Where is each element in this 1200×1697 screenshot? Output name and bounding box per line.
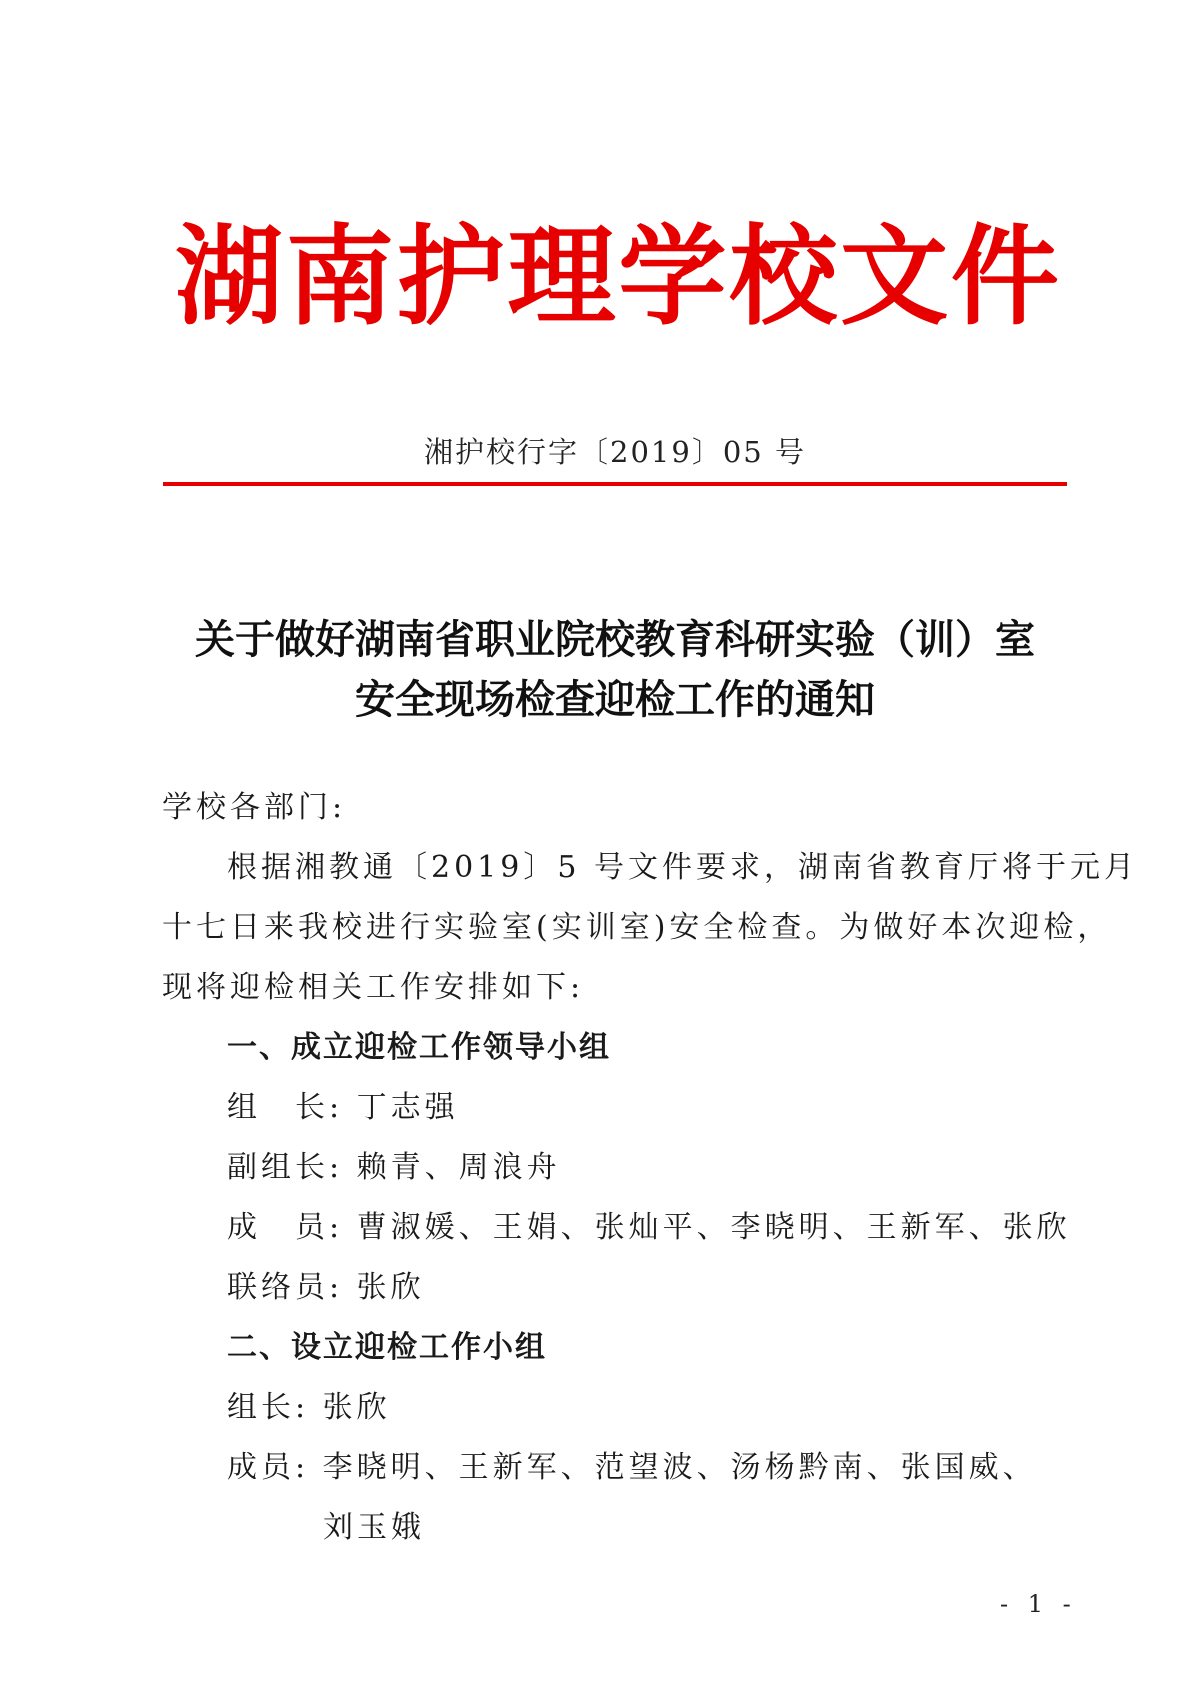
header-char: 校 (729, 214, 838, 340)
deputy-leader-row (227, 1138, 561, 1198)
row-label: 成员: (227, 1450, 310, 1485)
row-label: 组长: (227, 1390, 310, 1425)
intro-line-2: 十七日来我校进行实验室(实训室)安全检查。为做好本次迎检， (162, 910, 1112, 945)
group-members-row (227, 1438, 1037, 1498)
header-char: 南 (285, 214, 394, 340)
red-divider (163, 482, 1067, 486)
header-char: 文 (840, 214, 949, 340)
row-value: 张欣 (322, 1390, 391, 1425)
row-label: 副组长: (227, 1150, 344, 1185)
header-char: 理 (507, 214, 616, 340)
header-char: 件 (950, 214, 1059, 340)
header-char: 湖 (175, 214, 284, 340)
liaison-row (227, 1258, 425, 1318)
leader-row (227, 1078, 459, 1138)
section-2-heading: 二、设立迎检工作小组 (227, 1330, 547, 1365)
document-header-title (175, 212, 1059, 342)
section-1-heading: 一、成立迎检工作领导小组 (227, 1030, 611, 1065)
row-value: 李晓明、王新军、范望波、汤杨黔南、张国威、 (322, 1450, 1037, 1485)
intro-line-1: 根据湘教通〔2019〕5 号文件要求，湖南省教育厅将于元月 (227, 850, 1138, 885)
header-char: 学 (618, 214, 727, 340)
group-leader-row (227, 1378, 391, 1438)
notice-title-line-2: 安全现场检查迎检工作的通知 (355, 677, 875, 723)
notice-title-line-1: 关于做好湖南省职业院校教育科研实验（训）室 (195, 617, 1035, 663)
row-value: 丁志强 (356, 1090, 459, 1125)
page-number: - 1 - (1000, 1590, 1077, 1618)
header-char: 护 (396, 214, 505, 340)
document-number: 湘护校行字〔2019〕05 号 (424, 435, 806, 469)
group-members-continued: 刘玉娥 (323, 1510, 425, 1545)
row-label: 组 长: (227, 1090, 344, 1125)
row-label: 成 员: (227, 1210, 344, 1245)
salutation: 学校各部门: (162, 790, 347, 825)
row-value: 赖青、周浪舟 (356, 1150, 561, 1185)
row-value: 张欣 (356, 1270, 425, 1305)
intro-line-3: 现将迎检相关工作安排如下: (162, 970, 585, 1005)
members-row (227, 1198, 1071, 1258)
row-value: 曹淑媛、王娟、张灿平、李晓明、王新军、张欣 (356, 1210, 1071, 1245)
row-label: 联络员: (227, 1270, 344, 1305)
